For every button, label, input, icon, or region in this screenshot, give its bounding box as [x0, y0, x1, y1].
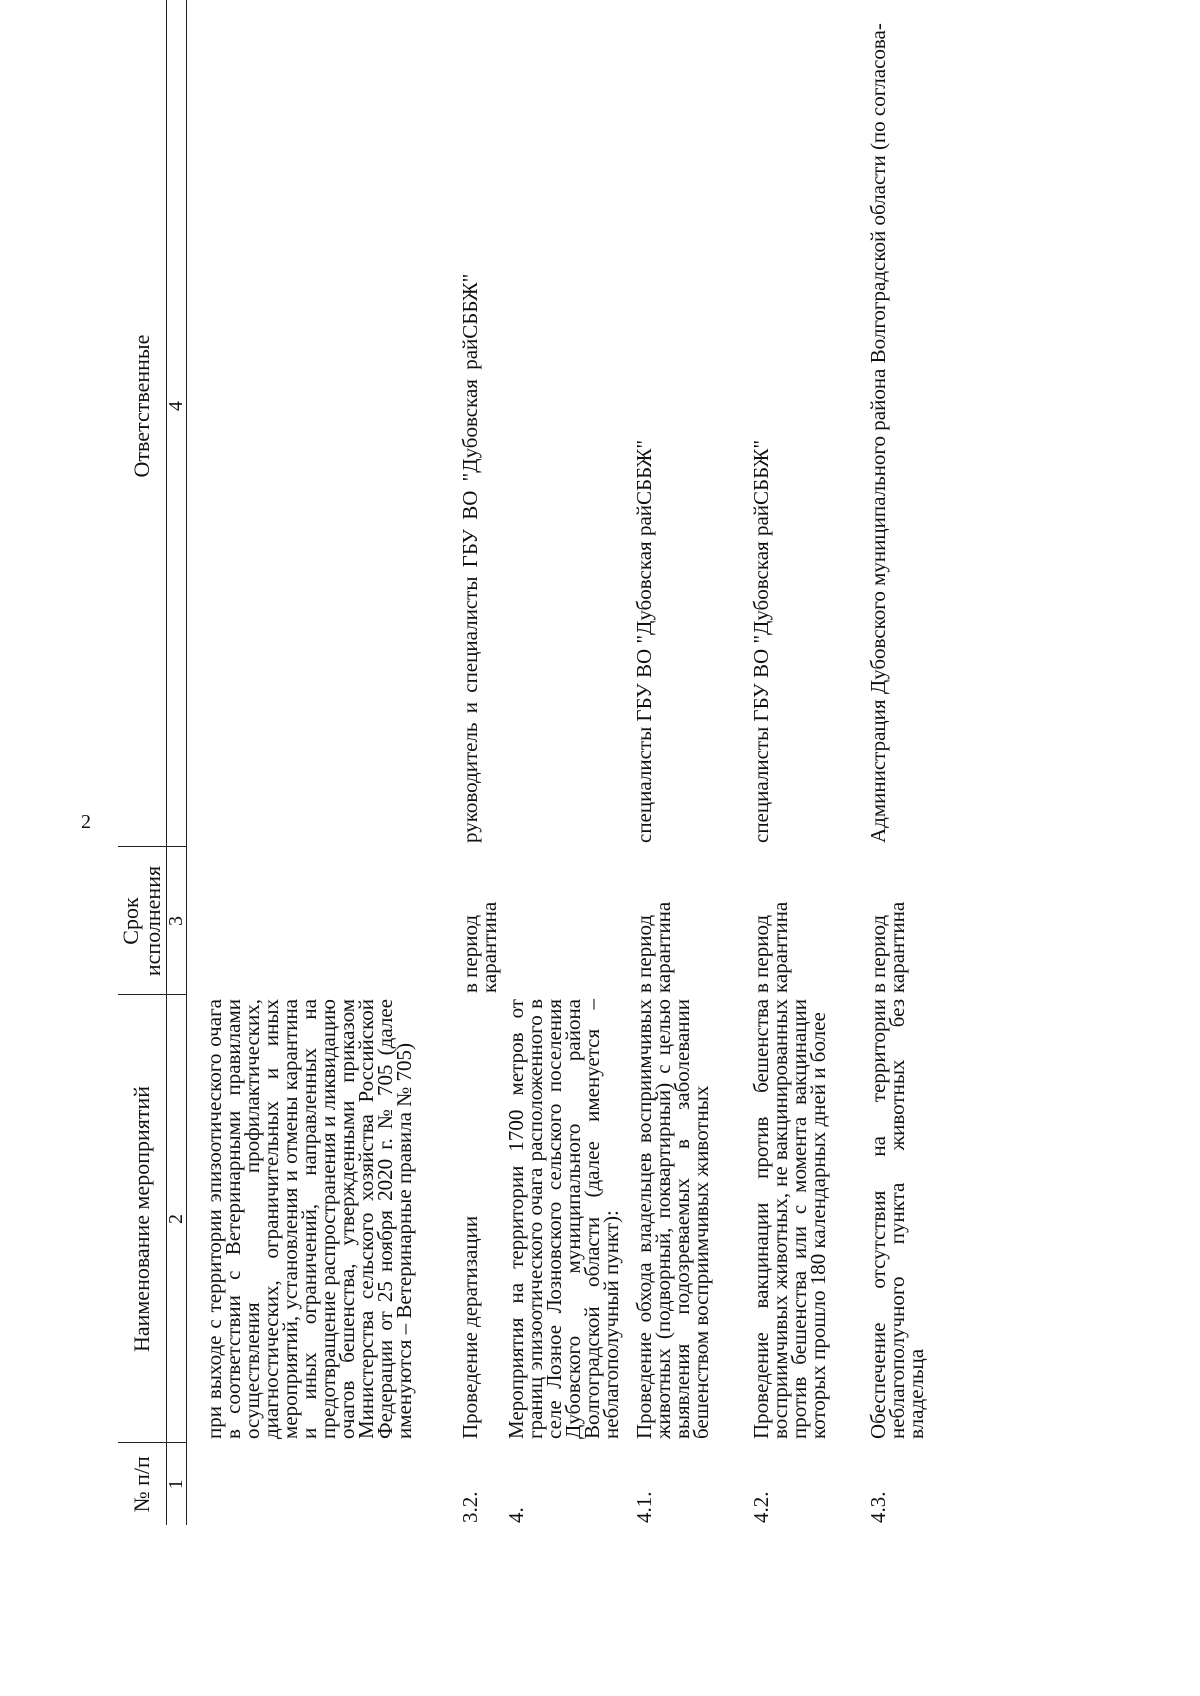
row-measure: Проведение вакцинации против бешенства восприимчивых животных, не вакцинированных против бешенства или с момента вакцинации которых прошло 180 календарных дней и более: [749, 999, 830, 1439]
row-term: [205, 847, 461, 995]
column-number: 2: [167, 995, 187, 1443]
row-term: в период карантина: [866, 901, 909, 993]
row-measure: Проведение обхода владельцев восприимчивых животных (подворный, поквартирный) с целью выявления подозреваемых в заболевании бешенством восприимчивых животных: [632, 999, 713, 1439]
page-number: 2: [81, 811, 91, 833]
measures-table: [118, 0, 929, 1525]
row-number: [205, 1443, 461, 1525]
row-term: в период карантина: [632, 901, 675, 993]
column-number: 4: [167, 0, 187, 847]
row-number: 4.: [504, 1507, 528, 1523]
table-row: [635, 0, 752, 1525]
row-measure: Проведение дератизации: [458, 1215, 482, 1439]
table-row: [507, 0, 635, 1525]
row-responsible: специалисты ГБУ ВО "Дубовская райСББЖ": [632, 439, 656, 843]
table-row: [205, 0, 461, 1525]
header-responsible: Ответственные: [118, 0, 167, 847]
column-number: 3: [167, 847, 187, 995]
table-header-row: [118, 0, 167, 1525]
row-term: в период карантина: [458, 901, 501, 993]
rotated-page-content: [118, 0, 1148, 1525]
row-term: [507, 847, 635, 995]
column-number: 1: [167, 1443, 187, 1525]
header-measure-name: Наименование мероприятий: [118, 995, 167, 1443]
row-measure: Обеспечение отсутствия на территории неблагополучного пункта животных без владельца: [866, 999, 928, 1439]
header-deadline: Срок исполнения: [118, 847, 167, 995]
table-row: [461, 0, 507, 1525]
column-number-row: [167, 0, 187, 1525]
row-number: 3.2.: [458, 1491, 482, 1523]
row-measure: при выходе с территории эпизоотического очага в соответствии с Ветеринарными правилами осуществления профилактических, диагностических, ограничительных и иных мероприятий, установления и отмены карантина и иных ограничений, направленных на предотвращение распространения и ликвидацию очагов бешенства, утвержденными приказом Министерства сельского хозяйства Российской Федерации от 25 ноября 2020 г. № 705 (далее именуются – Ветеринарные правила № 705): [202, 999, 416, 1439]
row-number: 4.1.: [632, 1491, 656, 1523]
table-row: [752, 0, 869, 1525]
row-responsible: [205, 0, 461, 847]
row-term: в период карантина: [749, 901, 792, 993]
header-number: № п/п: [118, 1443, 167, 1525]
row-number: 4.3.: [866, 1491, 890, 1523]
row-number: 4.2.: [749, 1491, 773, 1523]
row-measure: Мероприятия на территории 1700 метров от границ эпизоотического очага расположенного в селе Лозное Лозновского сельского поселения Дубовского муниципального района Волгоградской области (далее именуется – неблагополучный пункт):: [504, 999, 623, 1439]
row-responsible: [507, 0, 635, 847]
row-responsible: специалисты ГБУ ВО "Дубовская райСББЖ": [749, 439, 773, 843]
table-row: [869, 0, 929, 1525]
row-responsible: руководитель и специалисты ГБУ ВО "Дубовская райСББЖ": [458, 273, 482, 843]
row-responsible: Администрация Дубовского муниципального района Волгоградской области (по согласова-: [866, 23, 890, 843]
